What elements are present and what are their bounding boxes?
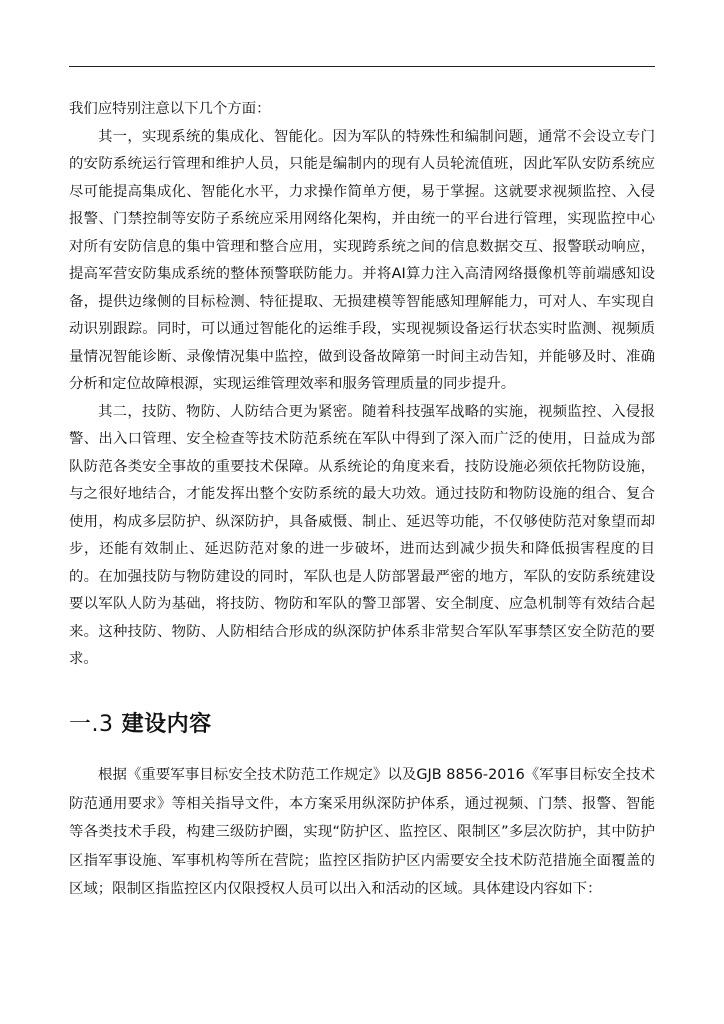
paragraph-construction-content: 根据《重要军事目标安全技术防范工作规定》以及GJB 8856-2016《军事目标安全技术防范通用要求》等相关指导文件，本方案采用纵深防护体系，通过视频、门禁、报警、智能等各类技术手段，构建三级防护圈，实现“防护区、监控区、限制区”多层次防护，其中防护区指军事设施、军事机构等所在营院；监控区指防护区内需要安全技术防范措施全面覆盖的区域；限制区指监控区内仅限授权人员可以出入和活动的区域。具体建设内容如下： bbox=[69, 767, 655, 897]
header-rule bbox=[69, 66, 655, 67]
body-text bbox=[69, 96, 655, 674]
paragraph-defense-combination: 其二，技防、物防、人防结合更为紧密。随着科技强军战略的实施，视频监控、入侵报警、出入口管理、安全检查等技术防范系统在军队中得到了深入而广泛的使用，日益成为部队防范各类安全事故的重要技术保障。从系统论的角度来看，技防设施必须依托物防设施，与之很好地结合，才能发挥出整个安防系统的最大功效。通过技防和物防设施的组合、复合使用，构成多层防护、纵深防护，具备威慑、制止、延迟等功能，不仅够使防范对象望而却步，还能有效制止、延迟防范对象的进一步破坏，进而达到减少损失和降低损害程度的目的。在加强技防与物防建设的同时，军队也是人防部署最严密的地方，军队的安防系统建设要以军队人防为基础，将技防、物防和军队的警卫部署、安全制度、应急机制等有效结合起来。这种技防、物防、人防相结合形成的纵深防护体系非常契合军队军事禁区安全防范的要求。 bbox=[69, 403, 655, 667]
section-number: 一.3 bbox=[69, 712, 114, 737]
intro-line: 我们应特别注意以下几个方面： bbox=[69, 101, 271, 117]
section-heading bbox=[69, 708, 212, 742]
section-text bbox=[69, 761, 655, 904]
paragraph-integration: 其一，实现系统的集成化、智能化。因为军队的特殊性和编制问题，通常不会设立专门的安防系统运行管理和维护人员，只能是编制内的现有人员轮流值班，因此军队安防系统应尽可能提高集成化、智能化水平，力求操作简单方便，易于掌握。这就要求视频监控、入侵报警、门禁控制等安防子系统应采用网络化架构，并由统一的平台进行管理，实现监控中心对所有安防信息的集中管理和整合应用，实现跨系统之间的信息数据交互、报警联动响应，提高军营安防集成系统的整体预警联防能力。并将AI算力注入高清网络摄像机等前端感知设备，提供边缘侧的目标检测、特征提取、无损建模等智能感知理解能力，可对人、车实现自动识别跟踪。同时，可以通过智能化的运维手段，实现视频设备运行状态实时监测、视频质量情况智能诊断、录像情况集中监控，做到设备故障第一时间主动告知，并能够及时、准确分析和定位故障根源，实现运维管理效率和服务管理质量的同步提升。 bbox=[69, 128, 655, 392]
section-title: 建设内容 bbox=[121, 712, 212, 737]
